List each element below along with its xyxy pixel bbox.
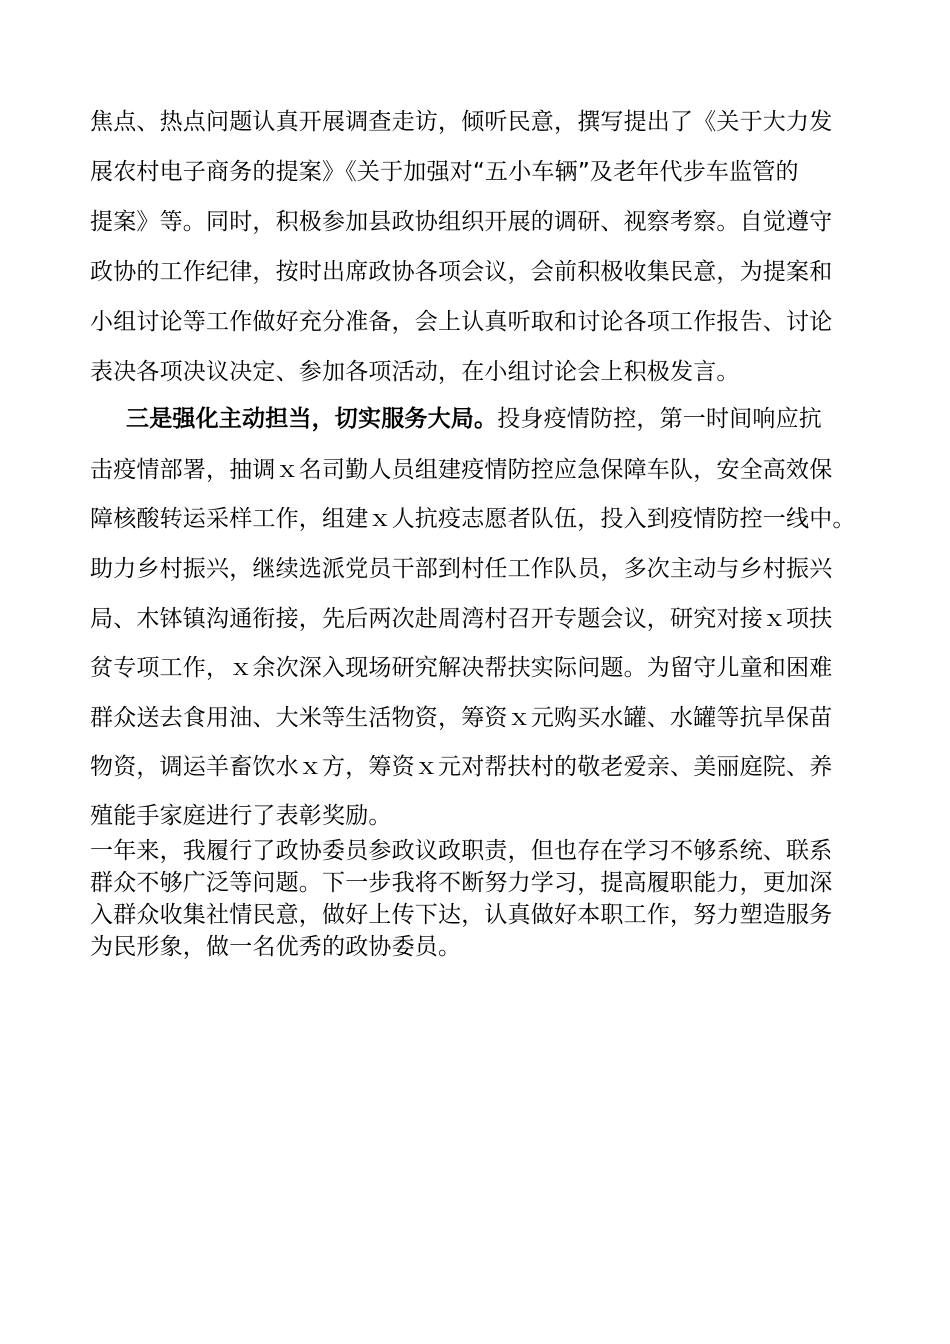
paragraph-1-line-3: 提案》等。同时，积极参加县政协组织开展的调研、视察考察。自觉遵守 — [90, 209, 833, 235]
paragraph-2-line-6: 贫专项工作，ｘ余次深入现场研究解决帮扶实际问题。为留守儿童和困难 — [90, 655, 833, 681]
paragraph-1-line-2: 展农村电子商务的提案》《关于加强对“五小车辆”及老年代步车监管的 — [90, 159, 799, 185]
paragraph-2-line-5: 局、木钵镇沟通衔接，先后两次赴周湾村召开专题会议，研究对接ｘ项扶 — [90, 606, 833, 632]
paragraph-2-line-8: 物资，调运羊畜饮水ｘ方，筹资ｘ元对帮扶村的敬老爱亲、美丽庭院、养 — [90, 754, 833, 780]
paragraph-2-line-1 — [126, 404, 822, 434]
paragraph-2-heading: 三是强化主动担当，切实服务大局。 — [126, 406, 498, 432]
paragraph-1-line-4: 政协的工作纪律，按时出席政协各项会议，会前积极收集民意，为提案和 — [90, 259, 833, 285]
paragraph-3-line-4: 为民形象，做一名优秀的政协委员。 — [90, 934, 462, 960]
paragraph-2-line-2: 击疫情部署，抽调ｘ名司勤人员组建疫情防控应急保障车队，安全高效保 — [90, 457, 833, 483]
paragraph-2-line-9: 殖能手家庭进行了表彰奖励。 — [90, 803, 392, 829]
paragraph-3-line-3: 入群众收集社情民意，做好上传下达，认真做好本职工作，努力塑造服务 — [90, 902, 833, 928]
paragraph-2-line-3: 障核酸转运采样工作，组建ｘ人抗疫志愿者队伍，投入到疫情防控一线中。 — [90, 506, 856, 532]
paragraph-1-line-6: 表决各项决议决定、参加各项活动，在小组讨论会上积极发言。 — [90, 359, 740, 385]
paragraph-3-line-1: 一年来，我履行了政协委员参政议政职责，但也存在学习不够系统、联系 — [90, 838, 833, 864]
paragraph-2-line-4: 助力乡村振兴，继续选派党员干部到村任工作队员，多次主动与乡村振兴 — [90, 556, 833, 582]
paragraph-3-line-2: 群众不够广泛等问题。下一步我将不断努力学习，提高履职能力，更加深 — [90, 870, 833, 896]
paragraph-2-first-line-text: 投身疫情防控，第一时间响应抗 — [497, 406, 823, 432]
paragraph-1-line-1: 焦点、热点问题认真开展调查走访，倾听民意，撰写提出了《关于大力发 — [90, 109, 833, 135]
paragraph-2-line-7: 群众送去食用油、大米等生活物资，筹资ｘ元购买水罐、水罐等抗旱保苗 — [90, 705, 833, 731]
paragraph-1-line-5: 小组讨论等工作做好充分准备，会上认真听取和讨论各项工作报告、讨论 — [90, 309, 833, 335]
